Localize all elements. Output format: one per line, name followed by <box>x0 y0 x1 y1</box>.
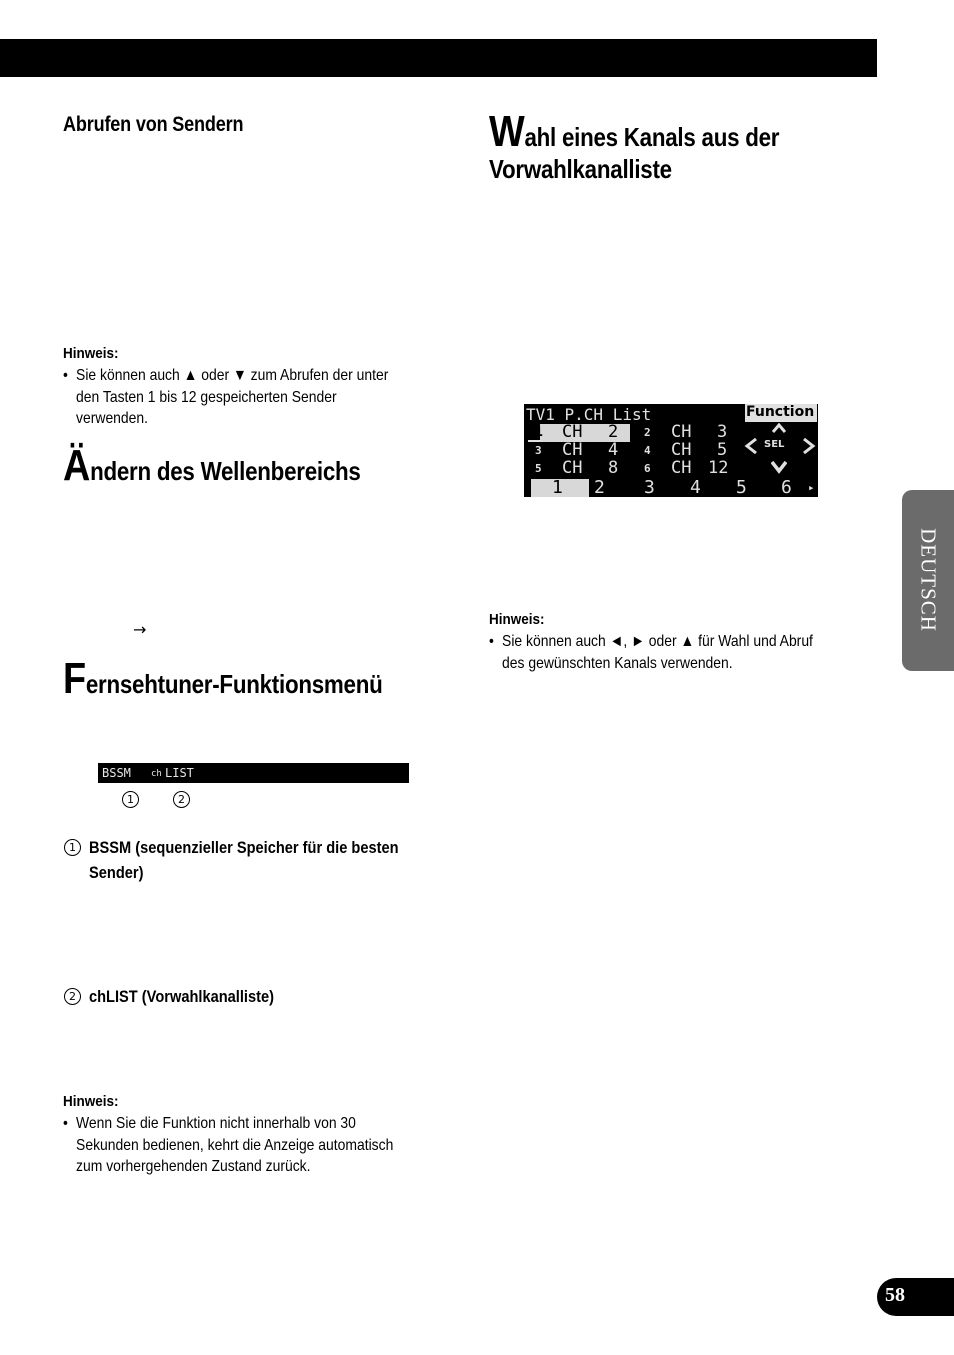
heading-abrufen: Abrufen von Sendern <box>63 113 244 136</box>
note-line: Sie können auch ◄, ► oder ▲ für Wahl und Abruf <box>502 633 813 650</box>
display-list: LIST <box>165 766 194 780</box>
function-menu-display <box>98 763 409 783</box>
drop-cap: F <box>63 654 86 703</box>
heading-text: ernsehtuner-Funktionsmenü <box>85 669 383 699</box>
lcd-bottom-num: 4 <box>690 477 701 498</box>
heading-fernsehtuner <box>63 654 383 703</box>
heading-text: ndern des Wellenbereichs <box>90 456 361 486</box>
left-chevron-icon <box>744 438 758 454</box>
note-line: verwenden. <box>76 410 149 427</box>
bullet: • <box>489 633 494 650</box>
lcd-entry-label: CH <box>562 458 583 478</box>
note-title: Hinweis: <box>489 611 545 628</box>
language-tab <box>902 490 954 671</box>
up-chevron-icon <box>772 423 786 433</box>
heading-wahl <box>489 107 780 156</box>
page-number-badge <box>877 1278 954 1316</box>
lcd-entry-num: 2 <box>644 426 651 439</box>
lcd-bottom-num: 2 <box>594 477 605 498</box>
display-bssm: BSSM <box>102 766 131 780</box>
bullet: • <box>63 1115 68 1132</box>
item-number-1: 1 <box>64 838 81 856</box>
item-title-chlist: chLIST (Vorwahlkanalliste) <box>89 987 274 1006</box>
page-number: 58 <box>885 1284 905 1306</box>
note-line: des gewünschten Kanals verwenden. <box>502 654 733 672</box>
lcd-entry-label: CH <box>562 440 583 460</box>
note-body <box>63 365 446 435</box>
note-title: Hinweis: <box>63 1093 119 1110</box>
note-title: Hinweis: <box>63 345 119 362</box>
lcd-entry-ch: 8 <box>608 458 619 478</box>
callout-marker-1: 1 <box>122 790 139 808</box>
lcd-entry-label: CH <box>671 422 692 442</box>
heading-wahl-line2: Vorwahlkanalliste <box>489 154 672 184</box>
display-ch: ch <box>151 769 162 779</box>
down-chevron-icon <box>771 460 787 474</box>
note-body <box>489 631 872 679</box>
lcd-bottom-num: 1 <box>552 477 563 498</box>
lcd-bottom-num: 5 <box>736 477 747 498</box>
arrow-icon: → <box>133 620 147 639</box>
note-line: Wenn Sie die Funktion nicht innerhalb von 30 <box>76 1115 356 1132</box>
lcd-entry-num: 4 <box>644 444 651 457</box>
header-bar <box>0 39 877 77</box>
note-line: zum vorhergehenden Zustand zurück. <box>76 1158 311 1175</box>
right-chevron-icon <box>802 438 816 454</box>
item-title-bssm-cont: Sender) <box>89 863 144 882</box>
lcd-sel-label: SEL <box>764 439 785 450</box>
more-arrow-icon: ▸ <box>808 481 815 494</box>
lcd-entry-num: 1 <box>535 425 543 440</box>
note-line: den Tasten 1 bis 12 gespeicherten Sender <box>76 388 337 406</box>
lcd-bottom-num: 3 <box>644 477 655 498</box>
note-line: Sie können auch ▲ oder ▼ zum Abrufen der unter <box>76 367 389 384</box>
lcd-entry-num: 6 <box>644 462 651 475</box>
bullet: • <box>63 367 68 384</box>
lcd-bottom-num: 6 <box>781 477 792 498</box>
lcd-entry-num: 5 <box>535 462 542 475</box>
item-number-2: 2 <box>64 987 81 1005</box>
preset-channel-list-display <box>524 404 818 497</box>
language-tab-label: DEUTSCH <box>916 528 941 632</box>
lcd-title: TV1 P.CH List <box>526 405 652 424</box>
heading-aendern <box>63 441 361 490</box>
item-title-bssm: BSSM (sequenzieller Speicher für die besten <box>89 838 399 857</box>
lcd-function-label: Function <box>746 404 815 420</box>
lcd-entry-ch: 12 <box>708 458 729 478</box>
lcd-entry-ch: 2 <box>608 422 619 442</box>
note-line: Sekunden bedienen, kehrt die Anzeige automatisch <box>76 1136 394 1154</box>
note-body <box>63 1113 446 1183</box>
callout-marker-2: 2 <box>173 790 190 808</box>
lcd-entry-ch: 4 <box>608 440 619 460</box>
lcd-entry-label: CH <box>671 458 692 478</box>
lcd-entry-label: CH <box>562 422 583 442</box>
lcd-entry-ch: 3 <box>717 422 728 442</box>
heading-text: ahl eines Kanals aus der <box>524 122 780 152</box>
lcd-entry-label: CH <box>671 440 692 460</box>
drop-cap: W <box>489 107 525 156</box>
lcd-entry-ch: 5 <box>717 440 728 460</box>
drop-cap: Ä <box>63 441 91 490</box>
lcd-entry-num: 3 <box>535 444 542 457</box>
